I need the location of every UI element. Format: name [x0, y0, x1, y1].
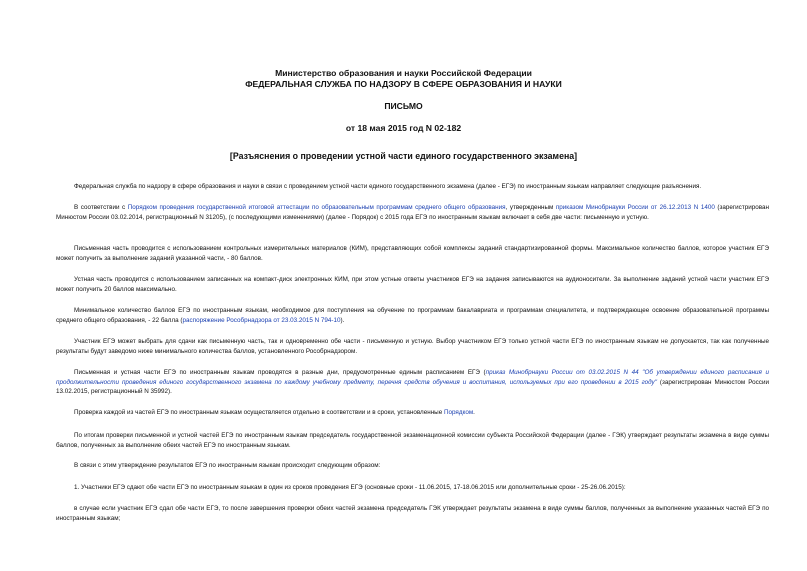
- order-1400-link[interactable]: приказом Минобрнауки России от 26.12.2013 N 1400: [555, 204, 715, 211]
- paragraph-5-text-a: Минимальное количество баллов ЕГЭ по иностранным языкам, необходимое для поступления на обучение по программам бакалавриата и программам специалитета, и подтверждающее освоение образовательной программы среднего общего образования, - 22 балла (: [56, 307, 769, 324]
- procedure-link-2[interactable]: Порядком: [443, 409, 474, 416]
- paragraph-2-text-b: , утвержденным: [505, 204, 556, 211]
- paragraph-6: Участник ЕГЭ может выбрать для сдачи как письменную часть, так и одновременно обе части - письменную и устную. Выбор участником ЕГЭ только устной части ЕГЭ по иностранным языкам не допускается, так как полученные результаты будут заведомо ниже минимального количества баллов, установленного Рособрнадзором.: [56, 338, 769, 355]
- ministry-title: Министерство образования и науки Российской Федерации: [275, 68, 532, 78]
- paragraph-4: Устная часть проводится с использованием записанных на компакт-диск электронных КИМ, при этом устные ответы участников ЕГЭ на задания записываются на аудионосители. За выполнение заданий устной части участник ЕГЭ может получить 20 баллов максимально.: [56, 276, 769, 293]
- rosobrnadzor-order-link[interactable]: распоряжение Рособрнадзора от 23.03.2015 N 794-10: [182, 316, 341, 324]
- document-subject: [Разъяснения о проведении устной части единого государственного экзамена]: [229, 151, 578, 161]
- paragraph-7-text-a: Письменная и устная части ЕГЭ по иностранным языкам проводятся в разные дни, предусмотренные единым расписанием ЕГЭ (: [74, 369, 486, 376]
- paragraph-2-text-c: (зарегистрирован Минюстом России 03.02.2014, регистрационный N 31205), (с последующими изменениями) (далее - Порядок) с 2015 года ЕГЭ по иностранным языкам включает в себя две части: письменную и устную.: [56, 204, 769, 221]
- service-title: ФЕДЕРАЛЬНАЯ СЛУЖБА ПО НАДЗОРУ В СФЕРЕ ОБРАЗОВАНИЯ И НАУКИ: [245, 79, 562, 89]
- paragraph-2-text-a: В соответствии с: [74, 204, 128, 211]
- paragraph-9: По итогам проверки письменной и устной частей ЕГЭ по иностранным языкам председатель государственной экзаменационной комиссии субъекта Российской Федерации (далее - ГЭК) утверждает результаты экзамена в виде суммы баллов, полученных за выполнение обеих частей ЕГЭ по иностранным языкам.: [56, 432, 769, 449]
- paragraph-11: 1. Участники ЕГЭ сдают обе части ЕГЭ по иностранным языкам в один из сроков проведения ЕГЭ (основные сроки - 11.06.2015, 17-18.06.2015 или дополнительные сроки - 25-26.06.2015):: [74, 484, 626, 491]
- paragraph-7-text-b: (зарегистрирован Минюстом России 13.02.2015, регистрационный N 35992).: [56, 378, 769, 396]
- paragraph-7: [56, 368, 769, 397]
- paragraph-5-text-b: ).: [340, 316, 345, 324]
- paragraph-3: Письменная часть проводится с использованием контрольных измерительных материалов (КИМ), представляющих собой комплексы заданий стандартизированной формы. Максимальное количество баллов, которое участник ЕГЭ может получить за выполнение заданий указанной части, - 80 баллов.: [56, 245, 769, 262]
- document-type: ПИСЬМО: [384, 101, 423, 111]
- paragraph-12: в случае если участник ЕГЭ сдал обе части ЕГЭ, то после завершения проверки обеих частей экзамена председатель ГЭК утверждает результаты экзамена в виде суммы баллов, полученных за выполнение указанных частей ЕГЭ по иностранным языкам;: [56, 505, 769, 522]
- paragraph-1: Федеральная служба по надзору в сфере образования и науки в связи с проведением устной части единого государственного экзамена (далее - ЕГЭ) по иностранным языкам направляет следующие разъяснения.: [74, 183, 702, 190]
- paragraph-5: [56, 306, 769, 325]
- paragraph-8: [56, 408, 769, 418]
- document-date-number: от 18 мая 2015 год N 02-182: [345, 123, 462, 133]
- paragraph-8-text-a: Проверка каждой из частей ЕГЭ по иностранным языкам осуществляется отдельно в соответствии и в сроки, установленные: [74, 409, 444, 416]
- procedure-link[interactable]: Порядком проведения государственной итоговой аттестации по образовательным программам среднего общего образования: [127, 204, 506, 211]
- paragraph-8-text-b: .: [473, 409, 475, 416]
- paragraph-10: В связи с этим утверждение результатов ЕГЭ по иностранным языкам происходит следующим образом:: [74, 462, 381, 469]
- schedule-order-link[interactable]: приказ Минобрнауки России от 03.02.2015 N 44 "Об утверждении единого расписания и продолжительности проведения единого государственного экзамена по каждому учебному предмету, перечня средств обучения и воспитания, используемых при его проведении в 2015 году": [56, 369, 769, 386]
- paragraph-2: [56, 203, 769, 222]
